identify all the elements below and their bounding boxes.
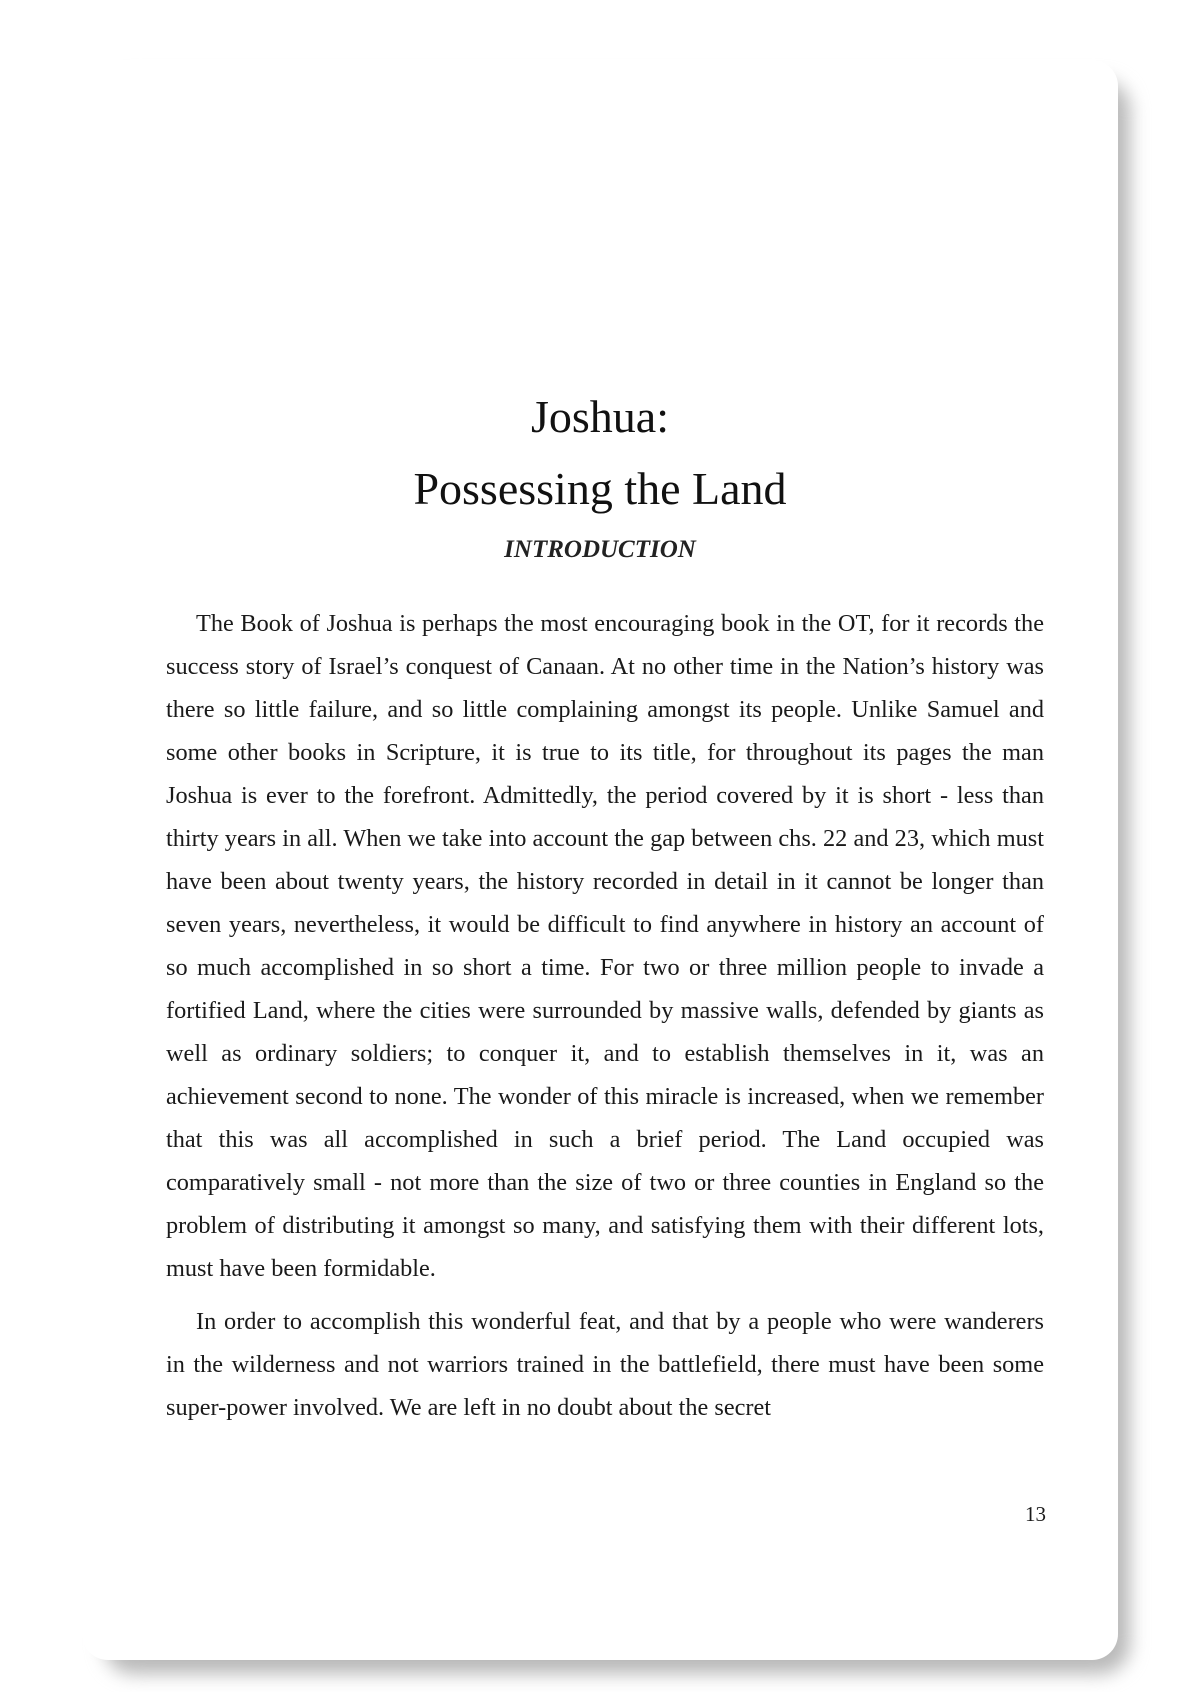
paragraph-2: In order to accomplish this wonderful feat, and that by a people who were wanderers in the wilderness and not warriors trained in the battlefield, there must have been some super-power involved. We are left in no doubt about the secret (166, 1308, 1044, 1421)
chapter-title-line-1: Joshua: (531, 391, 669, 442)
page-number: 13 (1025, 1502, 1046, 1526)
section-heading: INTRODUCTION (504, 536, 696, 563)
paragraph-1: The Book of Joshua is perhaps the most encouraging book in the OT, for it records the success story of Israel’s conquest of Canaan. At no other time in the Nation’s history was there so little failure, and so little complaining amongst its people. Unlike Samuel and some other books in Scripture, it is true to its title, for throughout its pages the man Joshua is ever to the forefront. Admittedly, the period covered by it is short - less than thirty years in all. When we take into account the gap between chs. 22 and 23, which must have been about twenty years, the history recorded in detail in it cannot be longer than seven years, nevertheless, it would be difficult to find anywhere in history an account of so much accomplished in so short a time. For two or three million people to invade a fortified Land, where the cities were surrounded by massive walls, defended by giants as well as ordinary soldiers; to conquer it, and to establish themselves in it, was an achievement second to none. The wonder of this miracle is increased, when we remember that this was all accomplished in such a brief period. The Land occupied was comparatively small - not more than the size of two or three counties in England so the problem of distributing it amongst so many, and satisfying them with their different lots, must have been formidable. (166, 610, 1044, 1282)
body-text (166, 602, 1044, 1429)
book-page (82, 60, 1118, 1660)
chapter-title-line-2: Possessing the Land (413, 463, 787, 514)
